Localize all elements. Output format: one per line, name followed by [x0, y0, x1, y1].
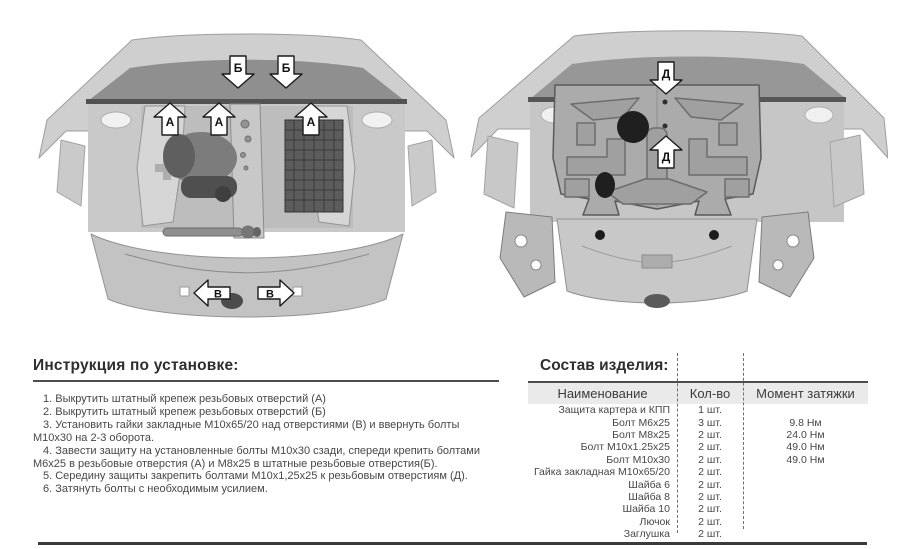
part-qty: 3 шт.	[698, 416, 722, 429]
installation-instructions	[33, 357, 499, 496]
marker-label-d-up: Д	[661, 150, 671, 164]
table-row	[528, 441, 868, 453]
part-name: Болт М10х1.25х25	[580, 441, 670, 454]
part-name: Заглушка	[623, 528, 670, 541]
instruction-step-2: 2. Выкрутить штатный крепеж резьбовых отверстий (Б)	[43, 405, 326, 418]
marker-label-a-3: А	[306, 115, 316, 129]
part-name: Шайба 6	[628, 478, 670, 491]
part-torque: 49.0 Нм	[786, 441, 825, 454]
instruction-step-1: 1. Выкрутить штатный крепеж резьбовых отверстий (А)	[43, 393, 326, 405]
part-name: Шайба 10	[622, 503, 670, 516]
table-header-row	[528, 383, 868, 404]
underbody-drawing-left	[33, 8, 460, 340]
part-name: Болт М6х25	[612, 416, 670, 429]
part-name: Шайба 8	[628, 490, 670, 503]
column-header-torque: Момент затяжки	[756, 386, 855, 401]
instructions-steps	[33, 393, 499, 496]
column-divider-dashed-1	[677, 353, 678, 533]
table-row	[528, 454, 868, 466]
marker-label-b-2: Б	[281, 61, 291, 75]
part-qty: 2 шт.	[698, 490, 722, 503]
part-torque: 49.0 Нм	[786, 453, 825, 466]
instructions-title: Инструкция по установке:	[33, 357, 239, 374]
composition-title: Состав изделия:	[540, 357, 669, 374]
marker-label-a-2: А	[214, 115, 224, 129]
part-qty: 2 шт.	[698, 428, 722, 441]
part-qty: 2 шт.	[698, 478, 722, 491]
figure-underbody-with-protection	[458, 8, 888, 340]
part-name: Лючок	[639, 515, 670, 528]
part-qty: 2 шт.	[698, 453, 722, 466]
instruction-step-4: 4. Завести защиту на установленные болты М10х30 сзади, спереди крепить болтами М6х25 в резьбовые отверстия (А) и М8х25 в штатные резьбовые отверстия(Б).	[33, 444, 480, 470]
table-row	[528, 404, 868, 416]
table-row	[528, 466, 868, 478]
part-name: Гайка закладная М10х65/20	[533, 466, 670, 479]
marker-label-v-right: В	[266, 288, 274, 301]
instruction-step-5: 5. Середину защиты закрепить болтами М10х1,25х25 к резьбовым отверстиям (Д).	[43, 470, 468, 483]
table-row	[528, 516, 868, 528]
marker-label-v-left: В	[214, 288, 222, 301]
instruction-step-6: 6. Затянуть болты с необходимым усилием.	[43, 483, 268, 496]
page-bottom-rule	[38, 542, 867, 545]
part-qty: 2 шт.	[698, 515, 722, 528]
car-underbody-plate-art	[471, 31, 888, 308]
figure-underbody-mount-points	[33, 8, 460, 340]
instructions-title-rule	[33, 380, 499, 382]
table-body	[528, 404, 868, 540]
column-divider-dashed-2	[743, 353, 744, 529]
table-row	[528, 429, 868, 441]
part-qty: 2 шт.	[698, 528, 722, 541]
marker-label-b-1: Б	[233, 61, 243, 75]
table-row	[528, 528, 868, 540]
part-name: Защита картера и КПП	[558, 404, 670, 417]
table-row	[528, 503, 868, 515]
part-qty: 1 шт.	[698, 404, 722, 417]
part-name: Болт М10х30	[606, 453, 670, 466]
product-composition	[528, 351, 868, 546]
table-row	[528, 478, 868, 490]
part-torque: 24.0 Нм	[786, 428, 825, 441]
table-row	[528, 491, 868, 503]
underbody-drawing-right	[458, 8, 888, 340]
marker-label-a-1: А	[165, 115, 175, 129]
part-qty: 2 шт.	[698, 466, 722, 479]
column-header-qty: Кол-во	[689, 386, 731, 401]
part-qty: 2 шт.	[698, 441, 722, 454]
part-torque: 9.8 Нм	[789, 416, 822, 429]
column-header-name: Наименование	[557, 386, 648, 401]
table-row	[528, 416, 868, 428]
part-qty: 2 шт.	[698, 503, 722, 516]
part-name: Болт М8х25	[612, 428, 670, 441]
marker-label-d-down: Д	[661, 67, 671, 81]
instruction-step-3: 3. Установить гайки закладные М10х65/20 над отверстиями (В) и ввернуть болты М10х30 на 2-3 оборота.	[33, 418, 460, 444]
